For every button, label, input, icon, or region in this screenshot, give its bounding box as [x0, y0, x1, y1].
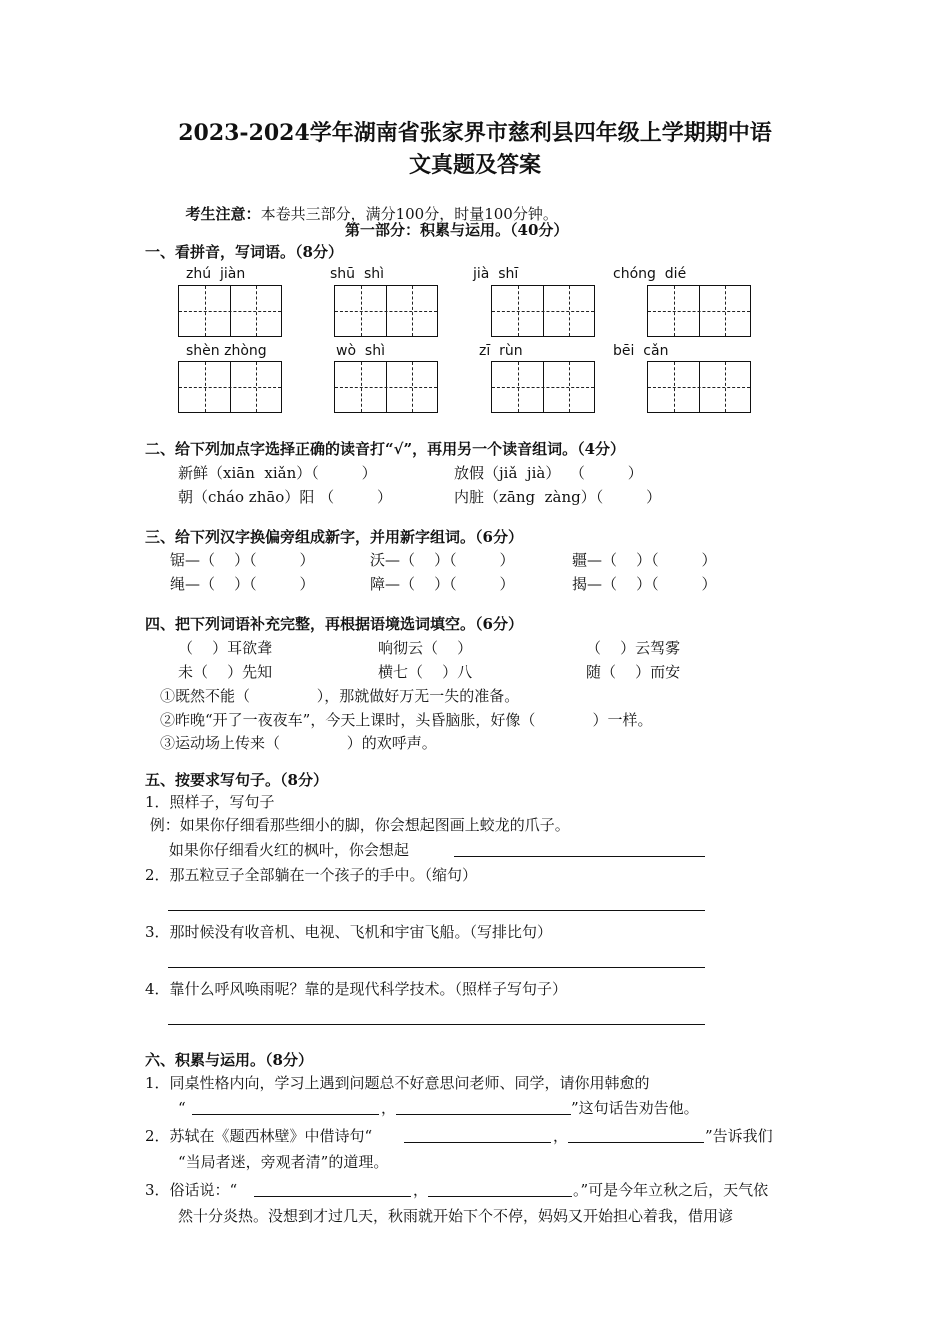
q6-quote-open: “ [178, 1099, 186, 1117]
writing-grid[interactable] [491, 361, 595, 413]
q3-item: 锯—（ ）（ ） [170, 551, 315, 569]
answer-line[interactable] [396, 1114, 571, 1115]
q3-heading: 三、给下列汉字换偏旁组成新字，并用新字组词。（6分） [145, 528, 523, 546]
q2-item: 朝（cháo zhāo）阳 （ ） [178, 488, 393, 506]
q6-item3-line2: 然十分炎热。没想到才过几天，秋雨就开始下个不停，妈妈又开始担心着我，借用谚 [178, 1207, 734, 1225]
q6-item2-line2: “当局者迷，旁观者清”的道理。 [178, 1153, 389, 1171]
q5-heading: 五、按要求写句子。（8分） [145, 771, 328, 789]
q4-sentence: ①既然不能（ ），那就做好万无一失的准备。 [160, 687, 520, 705]
q3-item: 障—（ ）（ ） [370, 575, 515, 593]
writing-grid[interactable] [491, 285, 595, 337]
q4-word: （ ）耳欲聋 [178, 639, 273, 657]
q6-comma: ， [413, 1181, 429, 1199]
q4-word: （ ）云驾雾 [586, 639, 681, 657]
q6-item1: 1．同桌性格内向，学习上遇到问题总不好意思问老师、同学，请你用韩愈的 [145, 1074, 650, 1092]
q3-item: 疆—（ ）（ ） [572, 551, 717, 569]
answer-line[interactable] [428, 1196, 572, 1197]
pinyin-6: wò shì [336, 343, 385, 359]
writing-grid[interactable] [178, 361, 282, 413]
part1-heading: 第一部分：积累与运用。（40分） [345, 221, 569, 239]
writing-grid[interactable] [334, 285, 438, 337]
q4-sentence: ②昨晚“开了一夜夜车”，今天上课时，头昏脑胀，好像（ ）一样。 [160, 711, 653, 729]
q2-item: 内脏（zāng zàng）（ ） [454, 488, 662, 506]
notice [176, 184, 558, 224]
q6-item1-tail: ”这句话告劝告他。 [571, 1099, 699, 1117]
answer-line[interactable] [454, 856, 705, 857]
answer-line[interactable] [168, 1024, 705, 1025]
writing-grid[interactable] [334, 361, 438, 413]
q2-item: 放假（jiǎ jià） （ ） [454, 464, 643, 482]
q5-example: 例：如果你仔细看那些细小的脚，你会想起图画上蛟龙的爪子。 [145, 816, 570, 834]
answer-line[interactable] [568, 1142, 704, 1143]
q4-heading: 四、把下列词语补充完整，再根据语境选词填空。（6分） [145, 615, 523, 633]
q3-item: 沃—（ ）（ ） [370, 551, 515, 569]
writing-grid[interactable] [178, 285, 282, 337]
q3-item: 揭—（ ）（ ） [572, 575, 717, 593]
q4-word: 随（ ）而安 [586, 663, 681, 681]
q4-word: 未（ ）先知 [178, 663, 273, 681]
answer-line[interactable] [168, 967, 705, 968]
pinyin-7: zī rùn [479, 343, 523, 359]
answer-line[interactable] [192, 1114, 379, 1115]
writing-grid[interactable] [647, 285, 751, 337]
answer-line[interactable] [168, 910, 705, 911]
pinyin-4: chóng dié [613, 266, 687, 282]
answer-line[interactable] [404, 1142, 551, 1143]
q3-item: 绳—（ ）（ ） [170, 575, 315, 593]
q6-item3: 3．俗话说：“ [145, 1181, 238, 1199]
pinyin-2: shū shì [330, 266, 384, 282]
pinyin-8: bēi cǎn [613, 343, 669, 359]
q4-word: 横七（ ）八 [378, 663, 473, 681]
q6-item2-tail: ”告诉我们 [705, 1127, 773, 1145]
q5-item: 3．那时候没有收音机、电视、飞机和宇宙飞船。（写排比句） [145, 923, 553, 941]
writing-grid[interactable] [647, 361, 751, 413]
q5-item: 1．照样子，写句子 [145, 793, 275, 811]
q2-heading: 二、给下列加点字选择正确的读音打“√”，再用另一个读音组词。（4分） [145, 440, 626, 458]
q6-item2: 2．苏轼在《题西林壁》中借诗句“ [145, 1127, 373, 1145]
q1-heading: 一、看拼音，写词语。（8分） [145, 243, 343, 261]
q5-item: 2．那五粒豆子全部躺在一个孩子的手中。（缩句） [145, 866, 478, 884]
q6-comma: ， [553, 1127, 569, 1145]
q6-comma: ， [381, 1099, 397, 1117]
q2-item: 新鲜（xiān xiǎn）（ ） [178, 464, 377, 482]
pinyin-1: zhú jiàn [186, 266, 246, 282]
q5-item: 如果你仔细看火红的枫叶，你会想起 [145, 841, 409, 859]
q4-sentence: ③运动场上传来（ ）的欢呼声。 [160, 734, 437, 752]
notice-label: 考生注意： [185, 205, 261, 223]
q4-word: 响彻云（ ） [378, 639, 473, 657]
q6-heading: 六、积累与运用。（8分） [145, 1051, 313, 1069]
notice-text: 本卷共三部分，满分100分，时量100分钟。 [260, 205, 558, 223]
pinyin-5: shèn zhòng [186, 343, 267, 359]
q5-item: 4．靠什么呼风唤雨呢？靠的是现代科学技术。（照样子写句子） [145, 980, 568, 998]
pinyin-3: jià shī [473, 266, 519, 282]
answer-line[interactable] [254, 1196, 411, 1197]
page-title-line2: 文真题及答案 [408, 152, 541, 178]
q6-item3-tail: 。”可是今年立秋之后，天气依 [573, 1181, 769, 1199]
page-title-line1: 2023-2024学年湖南省张家界市慈利县四年级上学期期中语 [178, 120, 772, 146]
